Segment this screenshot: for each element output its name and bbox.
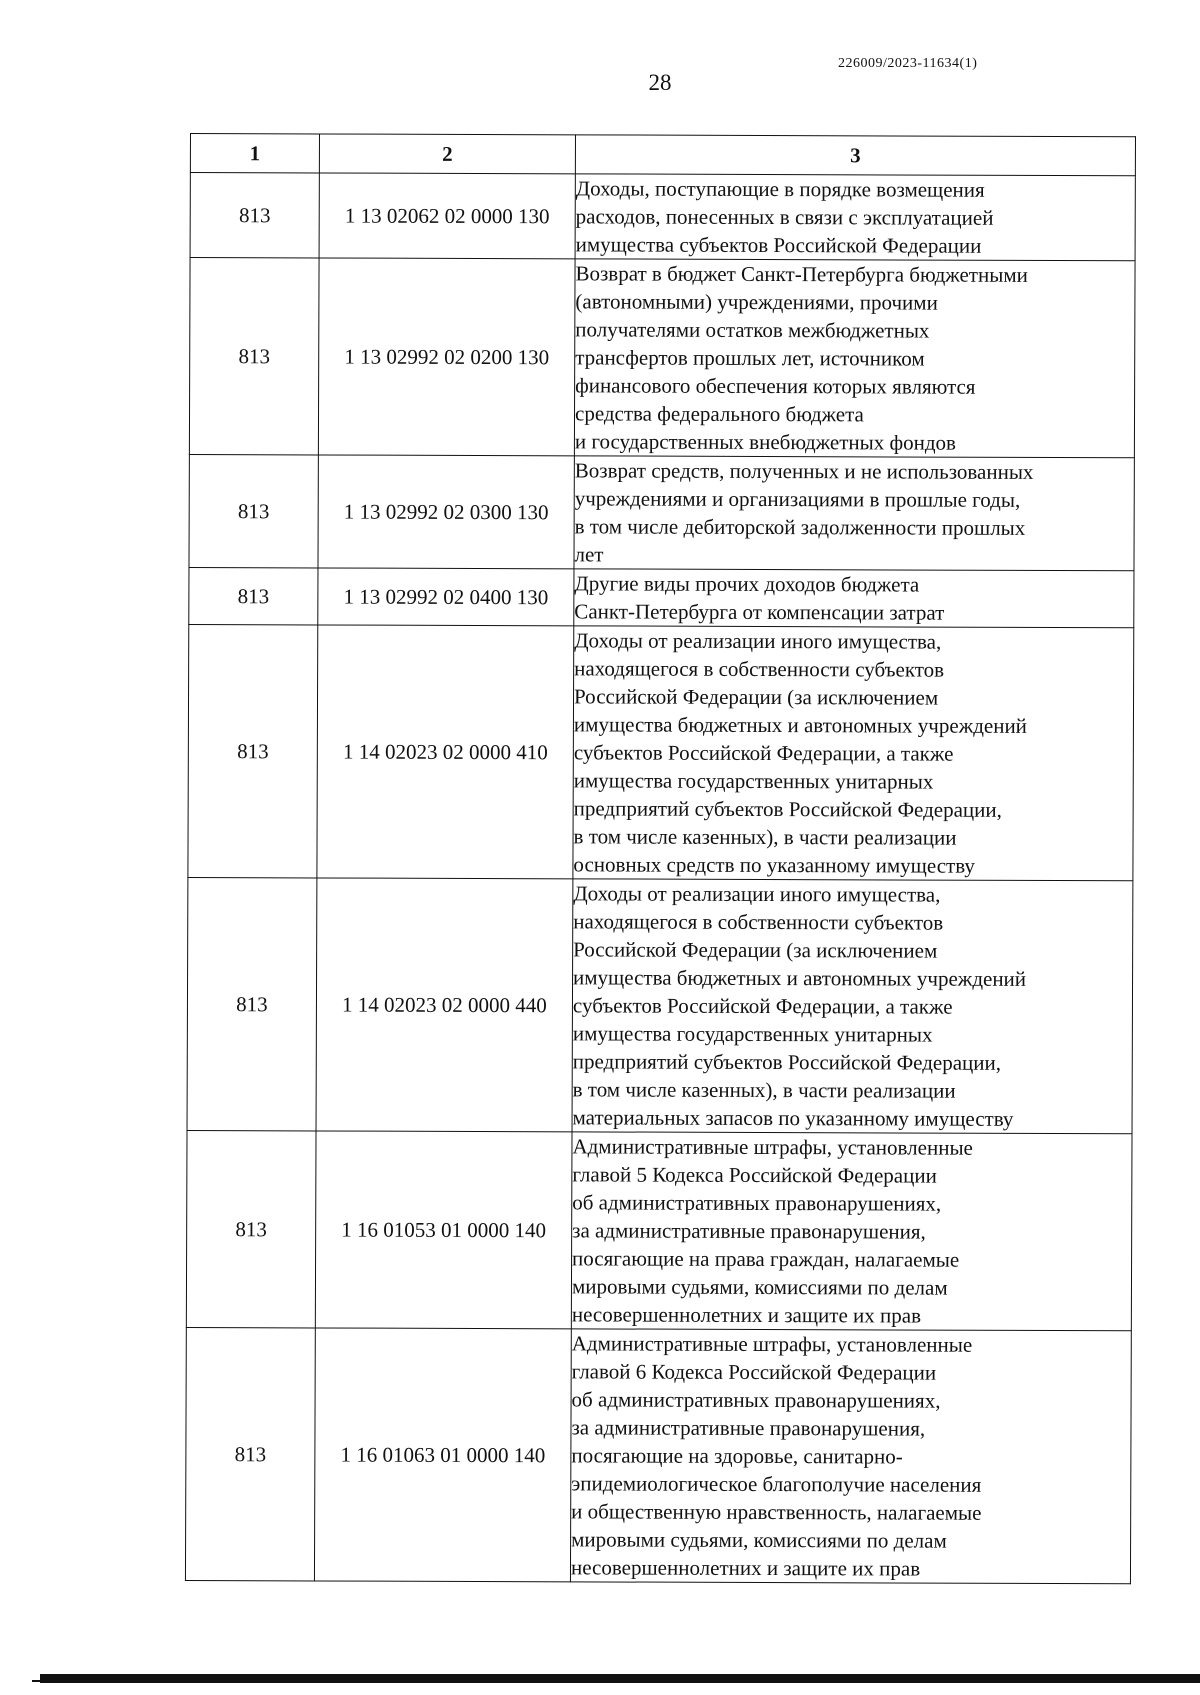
scan-edge-bar: [40, 1674, 1200, 1683]
description-line: Возврат в бюджет Санкт-Петербурга бюджетными: [575, 261, 1028, 287]
scan-edge-mark: [32, 1680, 92, 1682]
description-line: финансового обеспечения которых являются: [575, 373, 976, 399]
description-line: за административные правонарушения,: [572, 1218, 926, 1244]
description-line: за административные правонарушения,: [571, 1415, 926, 1441]
table-header-row: [190, 134, 1135, 176]
income-description-cell: [575, 174, 1135, 261]
budget-classification-code-cell: 1 13 02992 02 0200 130: [318, 258, 575, 456]
description-line: и общественную нравственность, налагаемые: [571, 1499, 982, 1525]
income-description-cell: [574, 456, 1134, 571]
description-line: об административных правонарушениях,: [572, 1190, 942, 1216]
column-header-3: 3: [575, 135, 1135, 176]
table-body: [185, 173, 1135, 1584]
description-line: предприятий субъектов Российской Федерации,: [572, 1049, 1002, 1075]
description-line: Возврат средств, полученных и не использованных: [574, 458, 1034, 484]
budget-classification-code-cell: 1 14 02023 02 0000 440: [316, 878, 573, 1132]
budget-classification-code-cell: 1 14 02023 02 0000 410: [317, 625, 574, 879]
description-line: в том числе казенных), в части реализации: [573, 824, 957, 850]
description-line: несовершеннолетних и защите их прав: [570, 1555, 921, 1581]
description-line: имущества государственных унитарных: [572, 1021, 933, 1047]
column-header-2: 2: [319, 134, 575, 174]
admin-code-cell: 813: [189, 567, 318, 624]
description-line: Доходы от реализации иного имущества,: [573, 881, 941, 907]
budget-classification-code-cell: 1 16 01063 01 0000 140: [314, 1328, 571, 1582]
description-line: Российской Федерации (за исключением: [573, 937, 938, 963]
description-line: несовершеннолетних и защите их прав: [571, 1302, 922, 1328]
admin-code-cell: 813: [189, 258, 319, 455]
admin-code-cell: 813: [190, 173, 319, 258]
description-line: материальных запасов по указанному имуществу: [572, 1105, 1014, 1131]
description-line: (автономными) учреждениями, прочими: [575, 289, 938, 315]
description-line: учреждениями и организациями в прошлые годы,: [574, 486, 1021, 512]
admin-code-cell: 813: [188, 624, 318, 877]
description-line: главой 6 Кодекса Российской Федерации: [571, 1359, 937, 1385]
table-row: [188, 624, 1134, 880]
income-description-cell: [570, 1329, 1131, 1584]
description-line: мировыми судьями, комиссиями по делам: [571, 1527, 947, 1553]
description-line: получателями остатков межбюджетных: [575, 317, 930, 343]
description-line: посягающие на здоровье, санитарно-: [571, 1443, 903, 1469]
description-line: имущества государственных унитарных: [573, 768, 934, 794]
admin-code-cell: 813: [187, 877, 317, 1130]
budget-classification-code-cell: 1 13 02992 02 0300 130: [318, 455, 574, 569]
description-line: имущества субъектов Российской Федерации: [575, 232, 982, 258]
description-line: субъектов Российской Федерации, а также: [572, 993, 953, 1019]
description-line: средства федерального бюджета: [574, 401, 864, 427]
description-line: Административные штрафы, установленные: [571, 1331, 973, 1357]
income-description-cell: [573, 626, 1134, 881]
admin-code-cell: 813: [189, 454, 318, 567]
description-line: в том числе казенных), в части реализации: [572, 1077, 956, 1103]
page-number: 28: [648, 70, 672, 95]
table-row: [186, 1130, 1132, 1330]
table-row: [189, 258, 1135, 458]
description-line: об административных правонарушениях,: [571, 1387, 941, 1413]
income-description-cell: [574, 569, 1134, 628]
description-line: имущества бюджетных и автономных учреждений: [573, 965, 1027, 991]
table-row: [190, 173, 1135, 261]
description-line: главой 5 Кодекса Российской Федерации: [572, 1162, 937, 1188]
table-header: [190, 134, 1135, 176]
budget-classification-code-cell: 1 13 02992 02 0400 130: [318, 568, 574, 626]
income-codes-table: [185, 133, 1136, 1584]
description-line: субъектов Российской Федерации, а также: [573, 740, 954, 766]
description-line: имущества бюджетных и автономных учреждений: [573, 712, 1027, 738]
description-line: мировыми судьями, комиссиями по делам: [571, 1274, 948, 1300]
table-row: [189, 567, 1134, 627]
document-registration-number: 226009/2023-11634(1): [838, 56, 978, 71]
description-line: находящегося в собственности субъектов: [574, 656, 945, 682]
description-line: Административные штрафы, установленные: [572, 1134, 973, 1160]
description-line: Доходы от реализации иного имущества,: [574, 628, 942, 654]
description-line: и государственных внебюджетных фондов: [574, 429, 956, 455]
description-line: в том числе дебиторской задолженности прошлых: [574, 514, 1026, 540]
description-line: Другие виды прочих доходов бюджета: [574, 571, 920, 597]
column-header-1: 1: [190, 134, 319, 173]
description-line: Санкт-Петербурга от компенсации затрат: [574, 599, 945, 625]
description-line: Российской Федерации (за исключением: [573, 684, 939, 710]
budget-classification-code-cell: 1 16 01053 01 0000 140: [315, 1131, 572, 1329]
description-line: трансфертов прошлых лет, источником: [575, 345, 925, 371]
description-line: основных средств по указанному имуществу: [573, 852, 975, 878]
income-description-cell: [571, 1132, 1132, 1331]
description-line: находящегося в собственности субъектов: [573, 909, 944, 935]
admin-code-cell: 813: [185, 1327, 315, 1580]
table-row: [185, 1327, 1131, 1583]
income-description-cell: [572, 879, 1133, 1134]
description-line: предприятий субъектов Российской Федерации,: [573, 796, 1002, 822]
income-description-cell: [574, 259, 1135, 458]
description-line: эпидемиологическое благополучие населения: [571, 1471, 982, 1497]
description-line: посягающие на права граждан, налагаемые: [572, 1246, 960, 1272]
budget-classification-code-cell: 1 13 02062 02 0000 130: [319, 173, 575, 259]
table-row: [187, 877, 1133, 1133]
table-row: [189, 454, 1134, 570]
admin-code-cell: 813: [186, 1130, 316, 1327]
description-line: расходов, понесенных в связи с эксплуатацией: [575, 204, 994, 230]
description-line: лет: [574, 542, 604, 567]
description-line: Доходы, поступающие в порядке возмещения: [575, 176, 985, 202]
